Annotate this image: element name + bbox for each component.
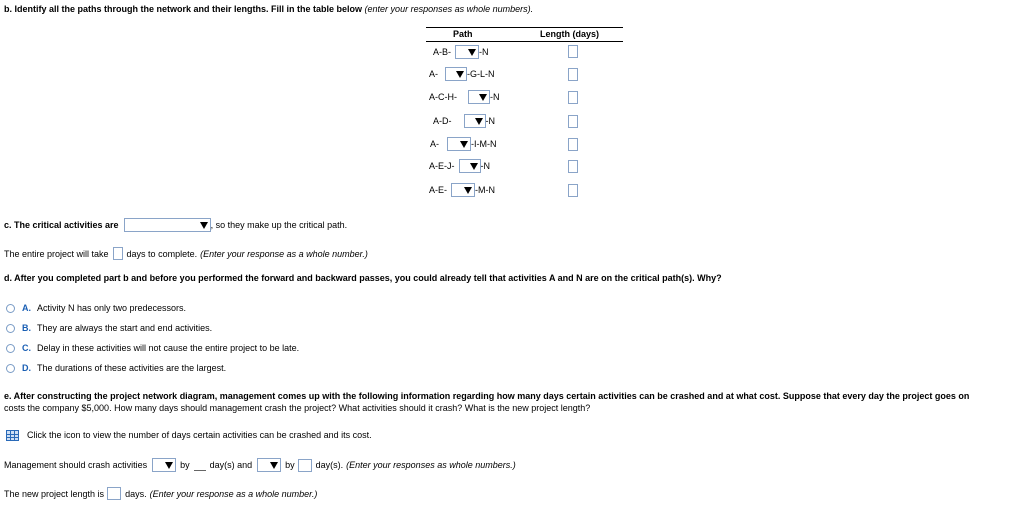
crash-activity-1-select[interactable] [152, 458, 176, 472]
crash-activity-2-select[interactable] [257, 458, 281, 472]
chevron-down-icon [479, 94, 487, 101]
chevron-down-icon [460, 141, 468, 148]
table-top-rule [426, 27, 623, 28]
table-header-rule [426, 41, 623, 42]
crash-answer-line: Management should crash activities by day(s) and by day(s). (Enter your responses as whole numbers.) [4, 460, 516, 470]
project-duration-input[interactable] [113, 247, 123, 260]
crash-days-2-input[interactable] [298, 459, 312, 472]
part-b-prompt: b. Identify all the paths through the network and their lengths. Fill in the table below (enter your responses as whole numbers). [4, 4, 534, 14]
crash-info-link-text: Click the icon to view the number of days certain activities can be crashed and its cost. [27, 430, 372, 440]
length-input-7[interactable] [568, 184, 578, 197]
path-row-6: A-E-J- -N [429, 161, 490, 171]
path-row-5: A- -I-M-N [430, 139, 497, 149]
length-input-3[interactable] [568, 91, 578, 104]
option-a-radio[interactable] [6, 304, 15, 313]
option-a-label[interactable]: A. Activity N has only two predecessors. [22, 303, 187, 313]
chevron-down-icon [200, 222, 208, 229]
chevron-down-icon [475, 118, 483, 125]
path-row-6-select[interactable] [459, 159, 481, 173]
new-length-input[interactable] [107, 487, 121, 500]
new-length-line: The new project length is days. (Enter your response as a whole number.) [4, 488, 318, 499]
length-input-2[interactable] [568, 68, 578, 81]
option-c-label[interactable]: C. Delay in these activities will not cause the entire project to be late. [22, 343, 300, 353]
option-d-label[interactable]: D. The durations of these activities are the largest. [22, 363, 227, 373]
path-row-7-select[interactable] [451, 183, 475, 197]
chevron-down-icon [464, 187, 472, 194]
crash-days-1-input[interactable] [194, 459, 206, 471]
part-d-question: d. After you completed part b and before you performed the forward and backward passes, you could already tell that activities A and N are on the critical path(s). Why? [4, 273, 722, 283]
length-input-1[interactable] [568, 45, 578, 58]
critical-activities-line: c. The critical activities are , so they make up the critical path. [4, 220, 348, 230]
path-column-header: Path [453, 29, 473, 39]
chevron-down-icon [468, 49, 476, 56]
length-input-6[interactable] [568, 160, 578, 173]
data-table-icon[interactable] [6, 430, 19, 441]
part-e-question-line-2: costs the company $5,000. How many days should management crash the project? What activities should it crash? What is the new project length? [4, 403, 591, 413]
chevron-down-icon [470, 163, 478, 170]
path-row-4-select[interactable] [464, 114, 486, 128]
option-b-label[interactable]: B. They are always the start and end activities. [22, 323, 213, 333]
path-row-1: A-B- -N [433, 47, 489, 57]
path-row-4: A-D- -N [433, 116, 495, 126]
option-d-radio[interactable] [6, 364, 15, 373]
path-row-5-select[interactable] [447, 137, 471, 151]
path-row-3-select[interactable] [468, 90, 490, 104]
chevron-down-icon [456, 71, 464, 78]
option-c-radio[interactable] [6, 344, 15, 353]
path-row-3: A-C-H- -N [429, 92, 500, 102]
length-column-header: Length (days) [540, 29, 600, 39]
path-row-2: A- -G-L-N [429, 69, 495, 79]
path-row-2-select[interactable] [445, 67, 467, 81]
path-row-1-select[interactable] [455, 45, 479, 59]
chevron-down-icon [165, 462, 173, 469]
length-input-4[interactable] [568, 115, 578, 128]
option-b-radio[interactable] [6, 324, 15, 333]
project-duration-line: The entire project will take days to complete. (Enter your response as a whole number.) [4, 248, 368, 259]
part-e-question-line-1: e. After constructing the project network diagram, management comes up with the following information regarding how many days certain activities can be crashed and at what cost. Suppose that every day the project goes on [4, 391, 970, 401]
path-row-7: A-E- -M-N [429, 185, 495, 195]
length-input-5[interactable] [568, 138, 578, 151]
critical-activities-select[interactable] [124, 218, 211, 232]
chevron-down-icon [270, 462, 278, 469]
